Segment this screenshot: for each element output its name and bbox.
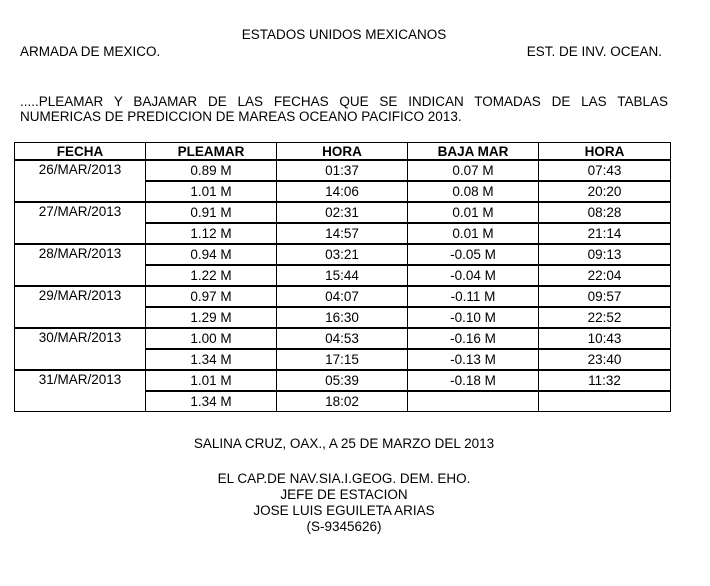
value-cell: 1.12 M bbox=[146, 223, 277, 244]
table-row bbox=[15, 244, 671, 265]
value-cell: 20:20 bbox=[539, 181, 671, 202]
value-cell: 0.07 M bbox=[408, 160, 539, 181]
column-header: HORA bbox=[539, 143, 671, 161]
value-cell: 0.97 M bbox=[146, 286, 277, 307]
intro-paragraph bbox=[20, 94, 668, 124]
value-cell: -0.18 M bbox=[408, 370, 539, 391]
intro-line-2: NUMERICAS DE PREDICCION DE MAREAS OCEANO PACIFICO 2013. bbox=[20, 109, 462, 124]
value-cell: 1.34 M bbox=[146, 391, 277, 412]
place-date: SALINA CRUZ, OAX., A 25 DE MARZO DEL 2013 bbox=[193, 436, 495, 451]
value-cell: 0.01 M bbox=[408, 202, 539, 223]
value-cell: 09:57 bbox=[539, 286, 671, 307]
date-cell: 28/MAR/2013 bbox=[15, 244, 146, 286]
value-cell: 09:13 bbox=[539, 244, 671, 265]
value-cell: -0.05 M bbox=[408, 244, 539, 265]
value-cell: 14:57 bbox=[277, 223, 408, 244]
value-cell: 03:21 bbox=[277, 244, 408, 265]
value-cell bbox=[539, 391, 671, 412]
value-cell: 0.08 M bbox=[408, 181, 539, 202]
value-cell: -0.04 M bbox=[408, 265, 539, 286]
column-header: FECHA bbox=[15, 143, 146, 161]
value-cell: 14:06 bbox=[277, 181, 408, 202]
table-body bbox=[15, 160, 671, 412]
value-cell: 17:15 bbox=[277, 349, 408, 370]
table-header-row bbox=[15, 143, 671, 161]
intro-line-1: .....PLEAMAR Y BAJAMAR DE LAS FECHAS QUE SE INDICAN TOMADAS DE LAS TABLAS bbox=[20, 94, 668, 109]
value-cell: -0.16 M bbox=[408, 328, 539, 349]
value-cell: 1.34 M bbox=[146, 349, 277, 370]
value-cell: 05:39 bbox=[277, 370, 408, 391]
value-cell: 0.01 M bbox=[408, 223, 539, 244]
date-cell: 31/MAR/2013 bbox=[15, 370, 146, 412]
table-row bbox=[15, 370, 671, 391]
value-cell: 04:07 bbox=[277, 286, 408, 307]
value-cell: 02:31 bbox=[277, 202, 408, 223]
value-cell: 1.01 M bbox=[146, 181, 277, 202]
table-row bbox=[15, 202, 671, 223]
table-row bbox=[15, 160, 671, 181]
table-row bbox=[15, 286, 671, 307]
tide-table bbox=[14, 142, 671, 412]
signature-rank: EL CAP.DE NAV.SIA.I.GEOG. DEM. EHO. bbox=[217, 471, 471, 486]
value-cell: 0.91 M bbox=[146, 202, 277, 223]
header-left: ARMADA DE MEXICO. bbox=[20, 44, 161, 59]
value-cell: 1.22 M bbox=[146, 265, 277, 286]
value-cell: 22:52 bbox=[539, 307, 671, 328]
date-cell: 29/MAR/2013 bbox=[15, 286, 146, 328]
value-cell: 16:30 bbox=[277, 307, 408, 328]
value-cell: -0.11 M bbox=[408, 286, 539, 307]
signature-title: JEFE DE ESTACION bbox=[280, 487, 408, 502]
value-cell: 07:43 bbox=[539, 160, 671, 181]
value-cell: 18:02 bbox=[277, 391, 408, 412]
column-header: HORA bbox=[277, 143, 408, 161]
column-header: BAJA MAR bbox=[408, 143, 539, 161]
header-right: EST. DE INV. OCEAN. bbox=[526, 44, 662, 59]
value-cell: 04:53 bbox=[277, 328, 408, 349]
value-cell: 21:14 bbox=[539, 223, 671, 244]
date-cell: 30/MAR/2013 bbox=[15, 328, 146, 370]
value-cell: -0.10 M bbox=[408, 307, 539, 328]
value-cell: 11:32 bbox=[539, 370, 671, 391]
document-title: ESTADOS UNIDOS MEXICANOS bbox=[241, 27, 447, 42]
date-cell: 27/MAR/2013 bbox=[15, 202, 146, 244]
signature-name: JOSE LUIS EGUILETA ARIAS bbox=[253, 503, 435, 518]
value-cell: 1.01 M bbox=[146, 370, 277, 391]
value-cell: 0.94 M bbox=[146, 244, 277, 265]
date-cell: 26/MAR/2013 bbox=[15, 160, 146, 202]
value-cell: 0.89 M bbox=[146, 160, 277, 181]
table-row bbox=[15, 328, 671, 349]
value-cell: 08:28 bbox=[539, 202, 671, 223]
value-cell bbox=[408, 391, 539, 412]
value-cell: 15:44 bbox=[277, 265, 408, 286]
value-cell: -0.13 M bbox=[408, 349, 539, 370]
signature-id: (S-9345626) bbox=[306, 519, 382, 534]
column-header: PLEAMAR bbox=[146, 143, 277, 161]
value-cell: 01:37 bbox=[277, 160, 408, 181]
value-cell: 22:04 bbox=[539, 265, 671, 286]
value-cell: 23:40 bbox=[539, 349, 671, 370]
value-cell: 1.00 M bbox=[146, 328, 277, 349]
value-cell: 10:43 bbox=[539, 328, 671, 349]
value-cell: 1.29 M bbox=[146, 307, 277, 328]
